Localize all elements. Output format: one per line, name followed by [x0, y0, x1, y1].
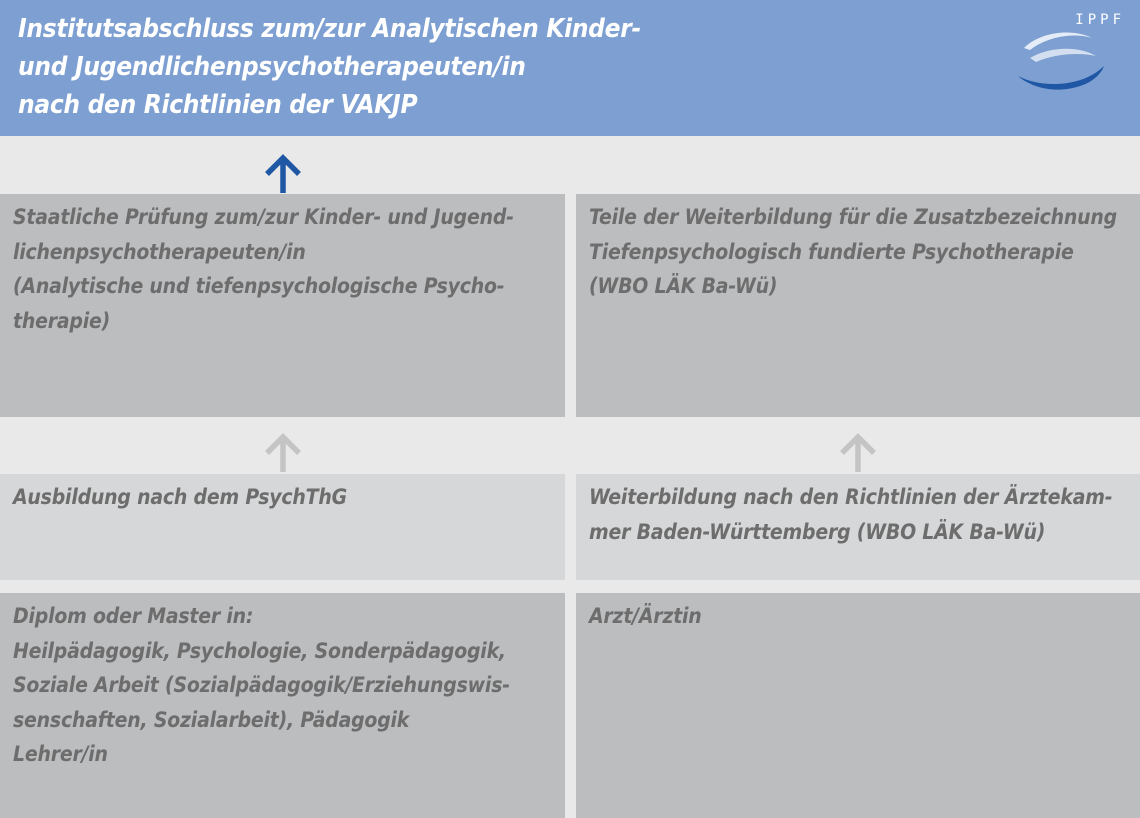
logo-text: IPPF [1075, 12, 1125, 28]
box-line: Arzt/Ärztin [589, 604, 702, 628]
box-line: therapie) [13, 308, 111, 333]
ippf-logo [1010, 8, 1135, 93]
psychthg-training-box [0, 474, 565, 580]
box-line: Tiefenpsychologisch fundierte Psychotherapie [589, 239, 1074, 264]
box-line: Soziale Arbeit (Sozialpädagogik/Erziehungswis- [13, 673, 510, 697]
partial-training-box [576, 194, 1140, 417]
box-line: Teile der Weiterbildung für die Zusatzbezeichnung [589, 205, 1117, 229]
box-line: Ausbildung nach dem PsychThG [13, 485, 347, 509]
page-title [18, 10, 918, 124]
up-arrow-icon [263, 432, 303, 474]
box-line: Staatliche Prüfung zum/zur Kinder- und Jugend- [13, 205, 514, 229]
box-line: Lehrer/in [13, 742, 108, 766]
box-line: Diplom oder Master in: [13, 604, 254, 628]
title-line: nach den Richtlinien der VAKJP [18, 90, 418, 120]
medical-training-box [576, 474, 1140, 580]
ippf-logo-icon [1010, 8, 1135, 93]
up-arrow-icon [838, 432, 878, 474]
box-line: mer Baden-Württemberg (WBO LÄK Ba-Wü) [589, 519, 1046, 544]
title-banner [0, 0, 1140, 136]
up-arrow-icon [263, 153, 303, 195]
box-line: Weiterbildung nach den Richtlinien der Ärztekam- [589, 485, 1113, 509]
doctor-box [576, 593, 1140, 818]
state-exam-box [0, 194, 565, 417]
degree-box [0, 593, 565, 818]
box-line: lichenpsychotherapeuten/in [13, 239, 306, 264]
box-line: (Analytische und tiefenpsychologische Psycho- [13, 274, 505, 298]
box-line: (WBO LÄK Ba-Wü) [589, 274, 778, 298]
box-line: Heilpädagogik, Psychologie, Sonderpädagogik, [13, 638, 506, 663]
box-line: senschaften, Sozialarbeit), Pädagogik [13, 707, 410, 732]
title-line: Institutsabschluss zum/zur Analytischen Kinder- [18, 14, 641, 44]
title-line: und Jugendlichenpsychotherapeuten/in [18, 52, 526, 82]
